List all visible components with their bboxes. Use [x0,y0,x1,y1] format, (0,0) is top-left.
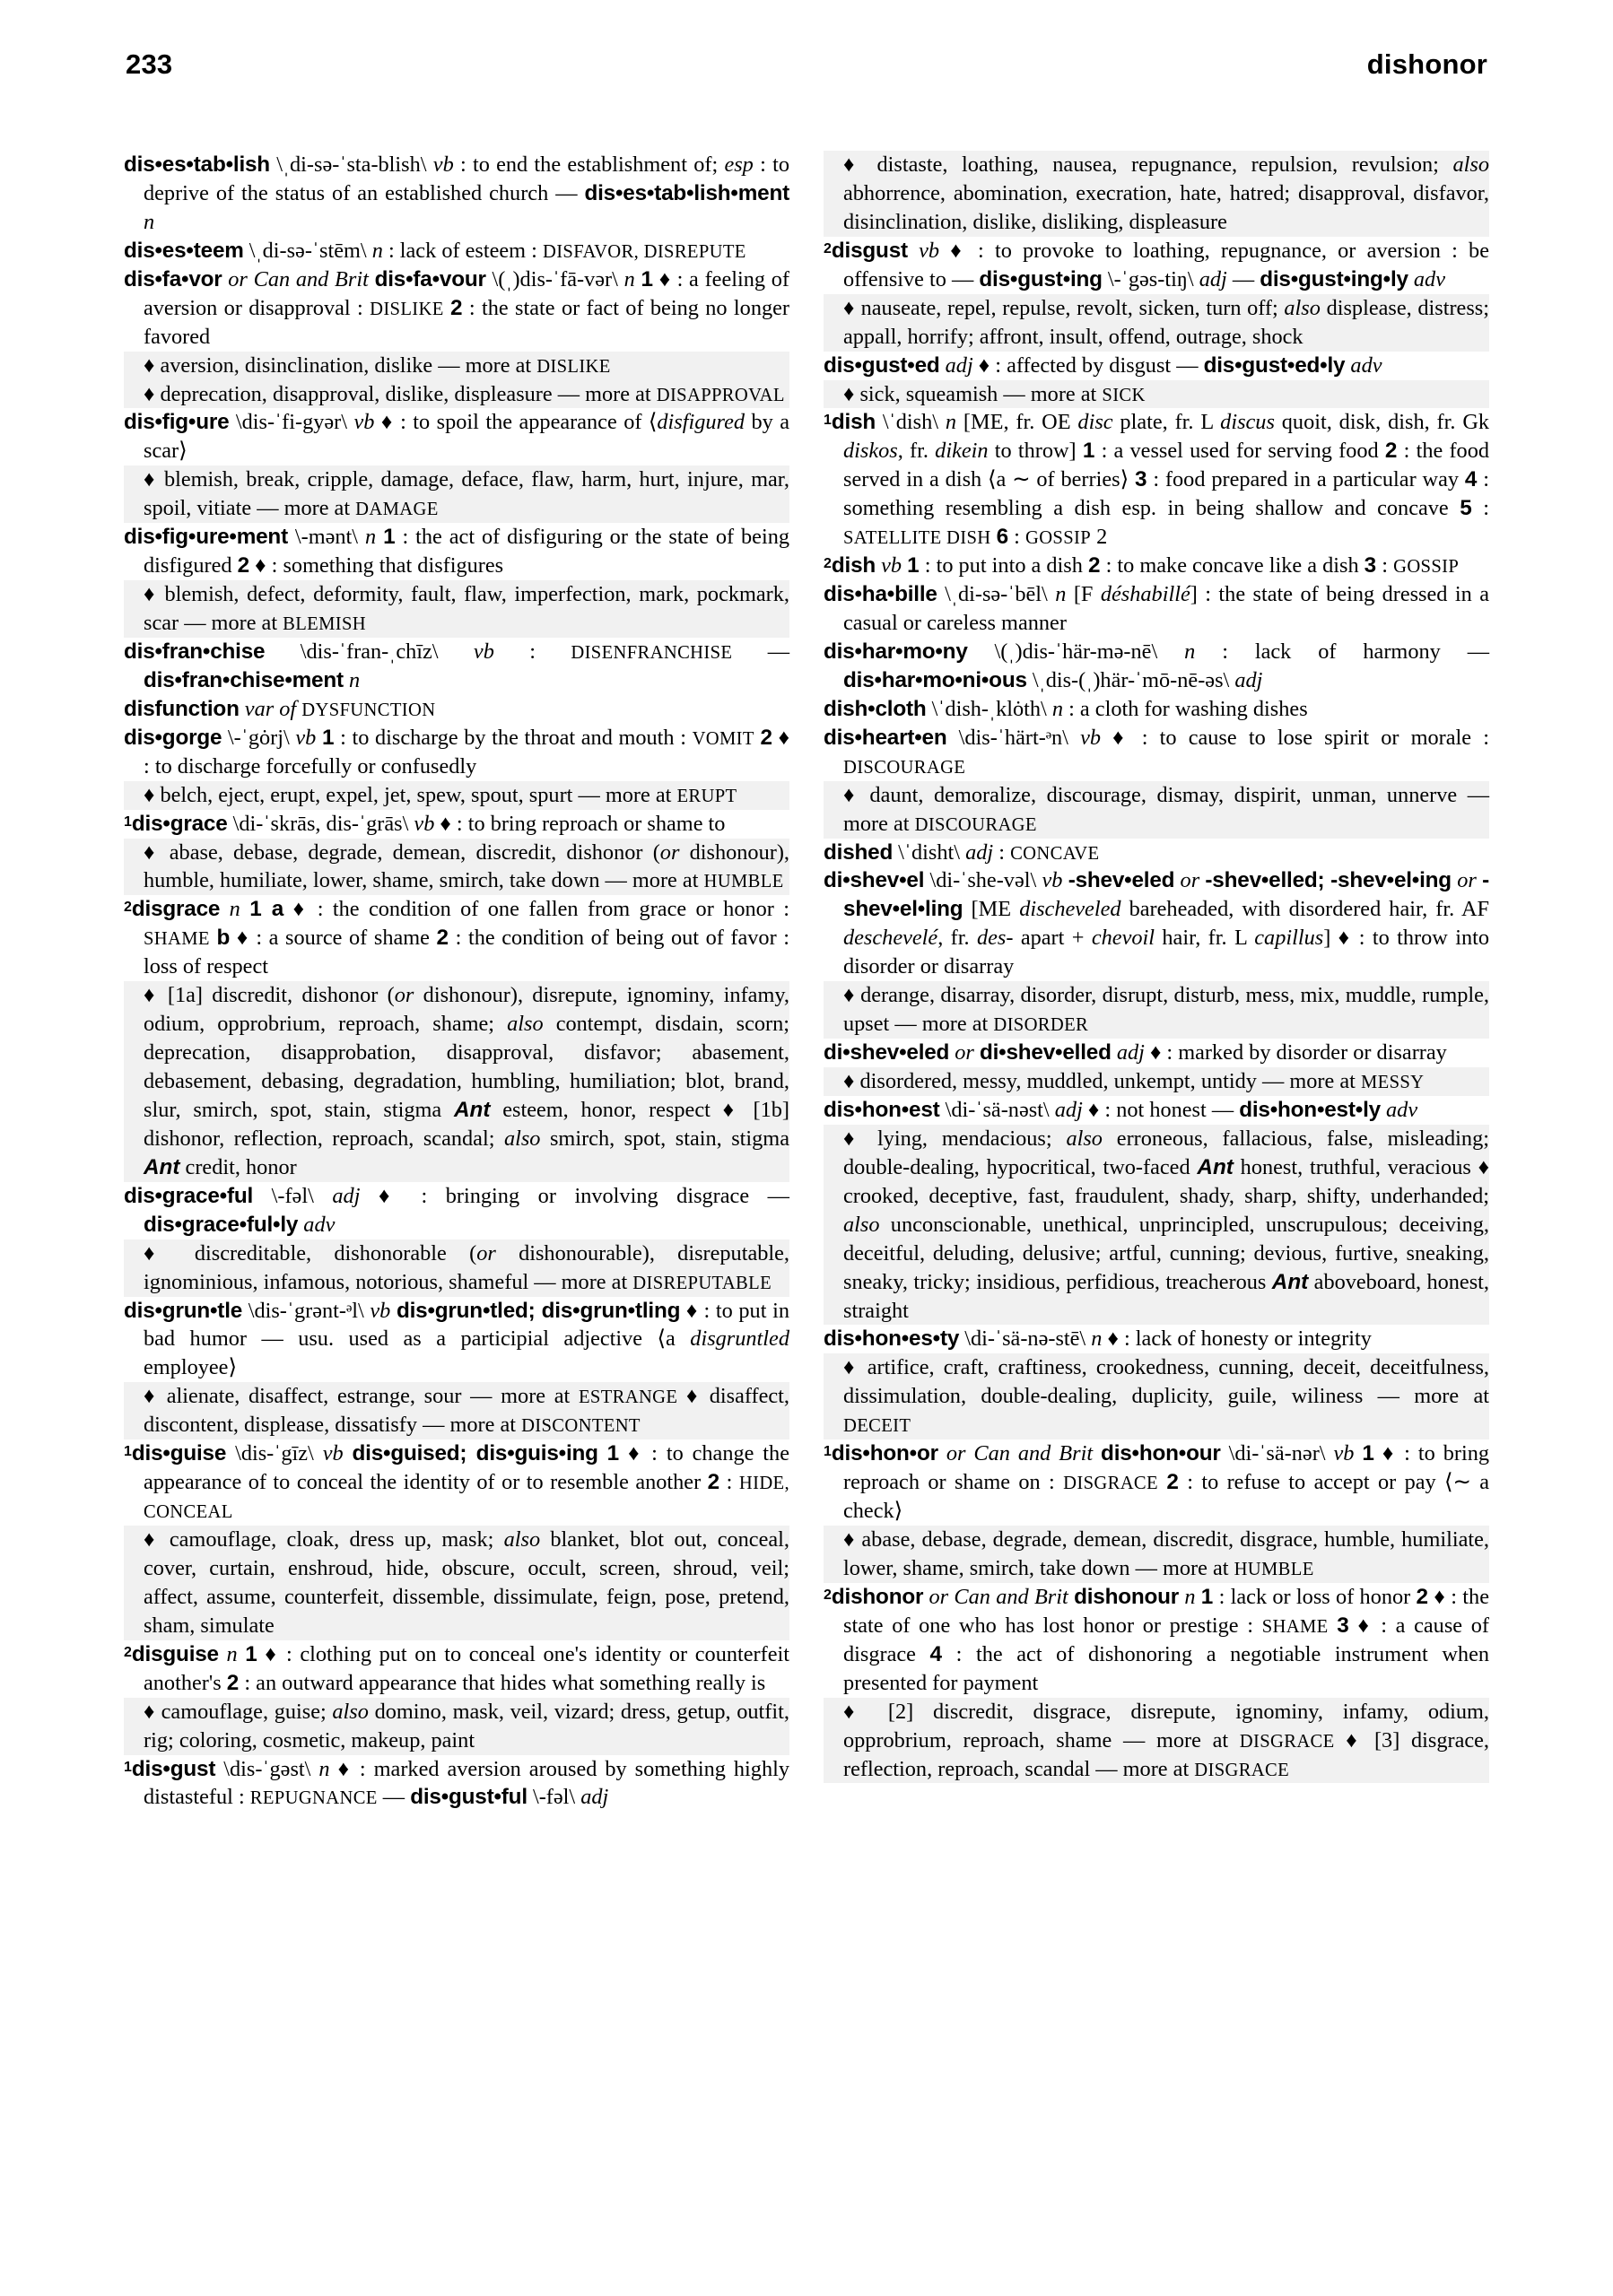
dictionary-entry: $^1$dis•hon•or or Can and Brit dis•hon•our \di-ˈsä-nər\ vb 1 ♦ : to bring reproach or shame on : DISGRACE 2 : to refuse to accept or pay ⟨∼ a check⟩ [824,1441,1490,1524]
synonym-block: ♦ discreditable, dishonorable (or dishonourable), disreputable, ignominious, infamous, notorious, shameful — more at DISREPUTABLE [124,1239,789,1297]
synonym-block: ♦ alienate, disaffect, estrange, sour — more at ESTRANGE ♦ disaffect, discontent, displease, dissatisfy — more at DISCONTENT [124,1382,789,1439]
dictionary-entry: dis•grun•tle \dis-ˈgrənt-ᵊl\ vb dis•grun•tled; dis•grun•tling ♦ : to put in bad humor — usu. used as a participial adjective ⟨a disgruntled employee⟩ [124,1298,789,1380]
synonym-block: ♦ lying, mendacious; also erroneous, fallacious, false, misleading; double-dealing, hypocritical, two-faced Ant honest, truthful, veracious ♦ crooked, deceptive, fast, fraudulent, shady, sharp, shifty, underhanded; also unconscionable, unethical, unprincipled, unscrupulous; deceiving, deceitful, deluding, delusive; artful, cunning; devious, furtive, sneaking, sneaky, tricky; insidious, perfidious, treacherous Ant aboveboard, honest, straight [824,1125,1489,1326]
running-head [0,47,1613,83]
synonym-block: ♦ camouflage, guise; also domino, mask, veil, vizard; dress, getup, outfit, rig; coloring, cosmetic, makeup, paint [124,1698,789,1755]
synonym-block: ♦ [2] discredit, disgrace, disrepute, ignominy, infamy, odium, opprobrium, reproach, shame — more at DISGRACE ♦ [3] disgrace, reflection, reproach, scandal — more at DISGRACE [824,1698,1489,1784]
synonym-block: ♦ sick, squeamish — more at SICK [824,380,1489,409]
synonym-block: ♦ daunt, demoralize, discourage, dismay, dispirit, unman, unnerve — more at DISCOURAGE [824,781,1489,839]
running-head-word: dishonor [1366,48,1487,80]
dictionary-entry: dis•fa•vor or Can and Brit dis•fa•vour \(ˌ)dis-ˈfā-vər\ n 1 ♦ : a feeling of aversion or disapproval : DISLIKE 2 : the state or fact of being no longer favored [124,266,790,349]
dictionary-entry: dis•ha•bille \ˌdi-sə-ˈbēl\ n [F déshabillé] : the state of being dressed in a casual or careless manner [824,582,1489,635]
dictionary-entry: $^2$disgrace n 1 a ♦ : the condition of one fallen from grace or honor : SHAME b ♦ : a source of shame 2 : the condition of being out of favor : loss of respect [124,897,789,979]
synonym-block: ♦ belch, eject, erupt, expel, jet, spew, spout, spurt — more at ERUPT [124,781,789,810]
dictionary-entry: di•shev•eled or di•shev•elled adj ♦ : marked by disorder or disarray [824,1040,1447,1065]
dictionary-entry: disfunction var of DYSFUNCTION [124,696,436,721]
synonym-block: ♦ abase, debase, degrade, demean, discredit, dishonor (or dishonour), humble, humiliate, lower, shame, smirch, take down — more at HUMBLE [124,839,789,896]
dictionary-entry: $^2$dish vb 1 : to put into a dish 2 : to make concave like a dish 3 : GOSSIP [824,553,1460,578]
synonym-block: ♦ aversion, disinclination, dislike — more at DISLIKE ♦ deprecation, disapproval, dislike, displeasure — more at DISAPPROVAL [124,352,789,409]
two-column-body [124,151,1489,1812]
dictionary-entry: $^1$dis•gust \dis-ˈgəst\ n ♦ : marked aversion aroused by something highly distasteful : REPUGNANCE — dis•gust•ful \-fəl\ adj [124,1756,790,1810]
left-column [124,151,789,1812]
synonym-block: ♦ distaste, loathing, nausea, repugnance, repulsion, revulsion; also abhorrence, abomination, execration, hate, hatred; disapproval, disfavor, disinclination, dislike, disliking, displeasure [824,151,1489,237]
dictionary-entry: dish•cloth \ˈdish-ˌklȯth\ n : a cloth for washing dishes [824,696,1308,721]
dictionary-entry: dis•hon•es•ty \di-ˈsä-nə-stē\ n ♦ : lack of honesty or integrity [824,1326,1372,1352]
synonym-block: ♦ artifice, craft, craftiness, crookedness, cunning, deceit, deceitfulness, dissimulation, double-dealing, duplicity, guile, wiliness — more at DECEIT [824,1353,1489,1439]
synonym-block: ♦ blemish, break, cripple, damage, deface, flaw, harm, hurt, injure, mar, spoil, vitiate — more at DAMAGE [124,465,789,523]
dictionary-entry: dis•es•tab•lish \ˌdi-sə-ˈsta-blish\ vb : to end the establishment of; esp : to deprive of the status of an established church — dis•es•tab•lish•ment n [124,152,789,234]
dictionary-entry: dis•fig•ure \dis-ˈfi-gyər\ vb ♦ : to spoil the appearance of ⟨disfigured by a scar⟩ [124,410,790,464]
synonym-block: ♦ [1a] discredit, dishonor (or dishonour), disrepute, ignominy, infamy, odium, opprobrium, reproach, shame; also contempt, disdain, scorn; deprecation, disapprobation, disapproval, disfavor; abasement, debasement, debasing, degradation, humbling, humiliation; blot, brand, slur, smirch, spot, stain, stigma Ant esteem, honor, respect ♦ [1b] dishonor, reflection, reproach, scandal; also smirch, spot, stain, stigma Ant credit, honor [124,981,789,1182]
dictionary-entry: $^2$disguise n 1 ♦ : clothing put on to conceal one's identity or counterfeit another's 2 : an outward appearance that hides what something really is [124,1641,789,1695]
dictionary-entry: di•shev•el \di-ˈshe-vəl\ vb -shev•eled or -shev•elled; -shev•el•ing or -shev•el•ling [ME discheveled bareheaded, with disordered hair, fr. AF deschevelé, fr. des- apart + chevoil hair, fr. L capillus] ♦ : to throw into disorder or disarray [824,868,1490,979]
dictionary-entry: dis•gorge \-ˈgȯrj\ vb 1 : to discharge by the throat and mouth : VOMIT 2 ♦ : to discharge forcefully or confusedly [124,725,789,778]
dictionary-entry: dis•har•mo•ny \(ˌ)dis-ˈhär-mə-nē\ n : lack of harmony — dis•har•mo•ni•ous \ˌdis-(ˌ)här-ˈmō-nē-əs\ adj [824,639,1489,692]
dictionary-entry: dis•grace•ful \-fəl\ adj ♦ : bringing or involving disgrace — dis•grace•ful•ly adv [124,1183,789,1237]
synonym-block: ♦ blemish, defect, deformity, fault, flaw, imperfection, mark, pockmark, scar — more at BLEMISH [124,580,789,638]
dictionary-entry: dis•hon•est \di-ˈsä-nəst\ adj ♦ : not honest — dis•hon•est•ly adv [824,1097,1418,1122]
dictionary-entry: dis•gust•ed adj ♦ : affected by disgust — dis•gust•ed•ly adv [824,352,1382,378]
synonym-block: ♦ derange, disarray, disorder, disrupt, disturb, mess, mix, muddle, rumple, upset — more at DISORDER [824,981,1489,1039]
synonym-block: ♦ camouflage, cloak, dress up, mask; also blanket, blot out, conceal, cover, curtain, enshroud, hide, obscure, occult, screen, shroud, veil; affect, assume, counterfeit, dissemble, dissimulate, feign, pose, pretend, sham, simulate [124,1526,789,1640]
dictionary-entry: $^2$disgust vb ♦ : to provoke to loathing, repugnance, or aversion : be offensive to — dis•gust•ing \-ˈgəs-tiŋ\ adj — dis•gust•ing•ly adv [824,238,1489,291]
page-number: 233 [126,48,173,80]
dictionary-entry: $^1$dis•guise \dis-ˈgīz\ vb dis•guised; dis•guis•ing 1 ♦ : to change the appearance of to conceal the identity of or to resemble another 2 : HIDE, CONCEAL [124,1441,789,1523]
dictionary-entry: dis•es•teem \ˌdi-sə-ˈstēm\ n : lack of esteem : DISFAVOR, DISREPUTE [124,238,746,263]
synonym-block: ♦ nauseate, repel, repulse, revolt, sicken, turn off; also displease, distress; appall, horrify; affront, insult, offend, outrage, shock [824,294,1489,352]
dictionary-entry: dis•fig•ure•ment \-mənt\ n 1 : the act of disfiguring or the state of being disfigured 2 ♦ : something that disfigures [124,525,789,578]
dictionary-entry: dished \ˈdisht\ adj : CONCAVE [824,839,1100,865]
dictionary-entry: dis•fran•chise \dis-ˈfran-ˌchīz\ vb : DISENFRANCHISE — dis•fran•chise•ment n [124,639,789,692]
dictionary-entry: dis•heart•en \dis-ˈhärt-ᵊn\ vb ♦ : to cause to lose spirit or morale : DISCOURAGE [824,725,1489,778]
synonym-block: ♦ disordered, messy, muddled, unkempt, untidy — more at MESSY [824,1067,1489,1096]
dictionary-entry: $^2$dishonor or Can and Brit dishonour n 1 : lack or loss of honor 2 ♦ : the state of one who has lost honor or prestige : SHAME 3 ♦ : a cause of disgrace 4 : the act of dishonoring a negotiable instrument when presented for payment [824,1584,1490,1695]
dictionary-entry: $^1$dis•grace \di-ˈskrās, dis-ˈgrās\ vb ♦ : to bring reproach or shame to [124,811,726,836]
dictionary-entry: $^1$dish \ˈdish\ n [ME, fr. OE disc plate, fr. L discus quoit, disk, dish, fr. Gk diskos, fr. dikein to throw] 1 : a vessel used for serving food 2 : the food served in a dish ⟨a ∼ of berries⟩ 3 : food prepared in a particular way 4 : something resembling a dish esp. in being shallow and concave 5 : SATELLITE DISH 6 : GOSSIP 2 [824,410,1490,550]
right-column [824,151,1489,1812]
synonym-block: ♦ abase, debase, degrade, demean, discredit, disgrace, humble, humiliate, lower, shame, smirch, take down — more at HUMBLE [824,1526,1489,1583]
